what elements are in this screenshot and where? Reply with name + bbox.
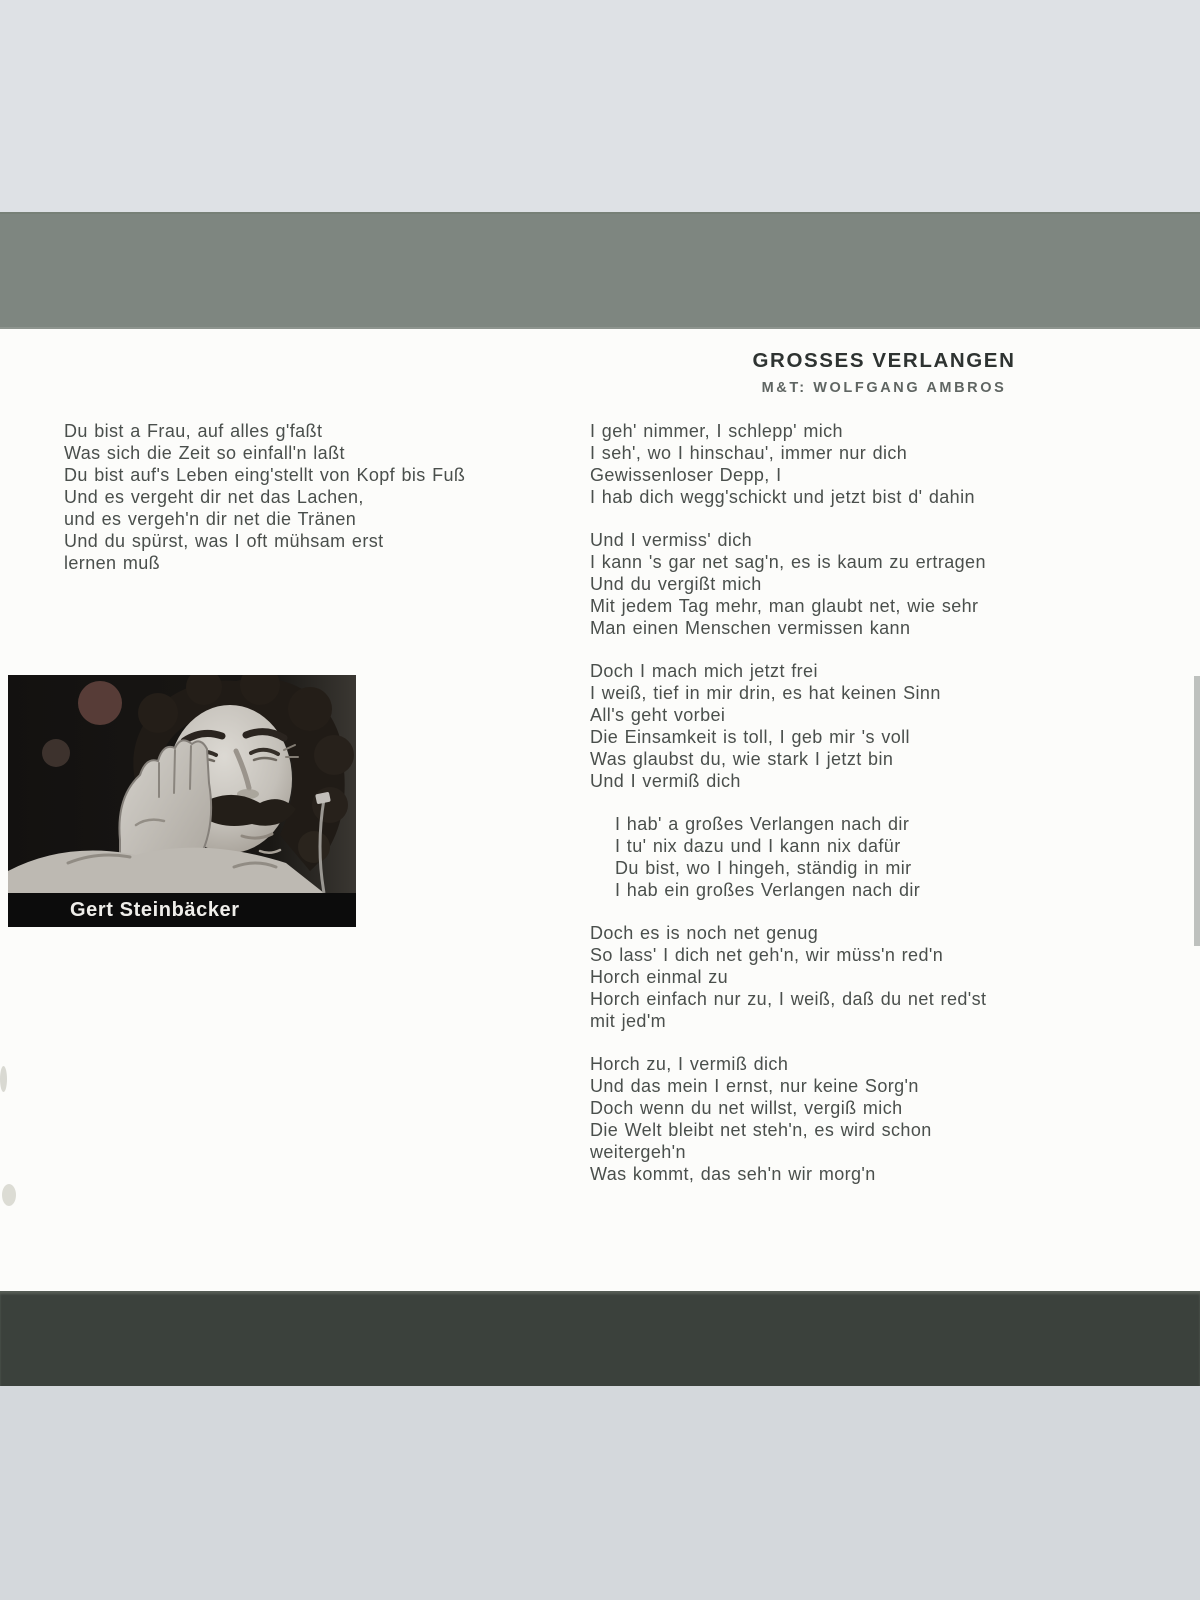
gert-steinbaecker-photo xyxy=(8,675,356,927)
lyric-line: Doch I mach mich jetzt frei xyxy=(590,661,818,681)
lyric-line: Was kommt, das seh'n wir morg'n xyxy=(590,1164,876,1184)
lyric-line: Doch wenn du net willst, vergiß mich xyxy=(590,1098,903,1118)
lyric-line: I geh' nimmer, I schlepp' mich xyxy=(590,421,843,441)
scan-smudge xyxy=(2,1184,16,1206)
lyric-line: Horch zu, I vermiß dich xyxy=(590,1054,789,1074)
lyric-line: mit jed'm xyxy=(590,1011,667,1031)
lyric-line: Die Einsamkeit is toll, I geb mir 's voll xyxy=(590,727,910,747)
lyric-line: Horch einfach nur zu, I weiß, daß du net red'st xyxy=(590,989,987,1009)
scan-edge-artifact xyxy=(1194,676,1200,946)
scan-smudge xyxy=(0,1066,7,1092)
lyric-line: So lass' I dich net geh'n, wir müss'n red'n xyxy=(590,945,944,965)
lyric-line: I hab ein großes Verlangen nach dir xyxy=(615,880,921,900)
lyric-line: I tu' nix dazu und I kann nix dafür xyxy=(615,836,901,856)
lyric-line: Die Welt bleibt net steh'n, es wird schon xyxy=(590,1120,932,1140)
lyric-line: All's geht vorbei xyxy=(590,705,726,725)
lyric-line: I kann 's gar net sag'n, es is kaum zu ertragen xyxy=(590,552,986,572)
lyric-line: Und I vermiß dich xyxy=(590,771,741,791)
lyric-line: I hab' a großes Verlangen nach dir xyxy=(615,814,910,834)
lyric-line: und es vergeh'n dir net die Tränen xyxy=(64,509,357,529)
lyric-line: Horch einmal zu xyxy=(590,967,729,987)
lyric-line: lernen muß xyxy=(64,553,161,573)
stanza xyxy=(64,420,574,574)
photo-caption: Gert Steinbäcker xyxy=(70,898,240,921)
lyric-line: Mit jedem Tag mehr, man glaubt net, wie sehr xyxy=(590,596,979,616)
song-header xyxy=(590,349,1178,396)
lyric-line: Du bist a Frau, auf alles g'faßt xyxy=(64,421,323,441)
scan-top-margin xyxy=(0,0,1200,212)
lyric-line: Und das mein I ernst, nur keine Sorg'n xyxy=(590,1076,919,1096)
lyric-line: Du bist auf's Leben eing'stellt von Kopf bis Fuß xyxy=(64,465,466,485)
lyric-line: Und es vergeht dir net das Lachen, xyxy=(64,487,364,507)
lyric-line: Gewissenloser Depp, I xyxy=(590,465,782,485)
stanza xyxy=(590,529,1110,639)
lyric-line: I weiß, tief in mir drin, es hat keinen Sinn xyxy=(590,683,941,703)
booklet-dark-band xyxy=(0,1291,1200,1386)
booklet-gray-band xyxy=(0,212,1200,329)
lyric-line: Was sich die Zeit so einfall'n laßt xyxy=(64,443,345,463)
left-lyrics-column xyxy=(64,420,574,595)
photo-caption-bar xyxy=(8,893,356,927)
lyric-line: Doch es is noch net genug xyxy=(590,923,819,943)
lyric-line: Was glaubst du, wie stark I jetzt bin xyxy=(590,749,894,769)
lyric-line: weitergeh'n xyxy=(590,1142,686,1162)
portrait-illustration xyxy=(8,675,356,893)
lyric-line: Du bist, wo I hingeh, ständig in mir xyxy=(615,858,912,878)
lyric-line: Und I vermiss' dich xyxy=(590,530,753,550)
lyric-line: I seh', wo I hinschau', immer nur dich xyxy=(590,443,908,463)
lyric-line: I hab dich wegg'schickt und jetzt bist d' dahin xyxy=(590,487,975,507)
song-title: GROSSES VERLANGEN xyxy=(752,349,1016,372)
stanza xyxy=(590,420,1110,508)
stanza xyxy=(590,660,1110,792)
scan-bottom-margin xyxy=(0,1386,1200,1600)
lyric-line: Man einen Menschen vermissen kann xyxy=(590,618,911,638)
lyric-line: Und du spürst, was I oft mühsam erst xyxy=(64,531,384,551)
lyric-line: Und du vergißt mich xyxy=(590,574,762,594)
stanza xyxy=(590,922,1110,1032)
stanza xyxy=(590,1053,1110,1185)
right-lyrics-column xyxy=(590,420,1110,1206)
chorus-stanza xyxy=(590,813,1110,901)
song-credit: M&T: WOLFGANG AMBROS xyxy=(761,380,1007,396)
